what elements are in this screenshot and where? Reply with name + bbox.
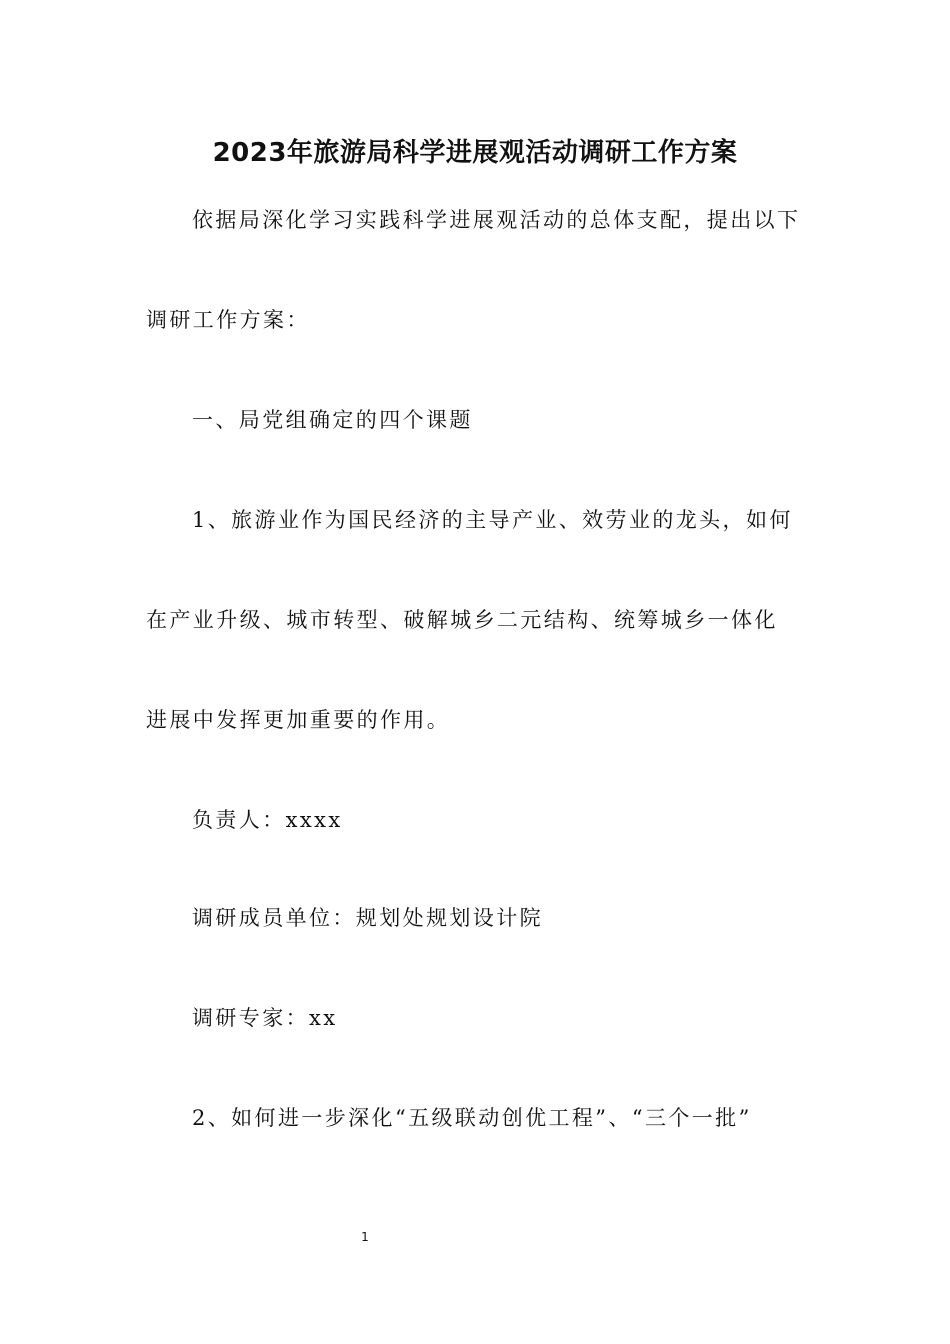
topic-1-experts: 调研专家：xx [192,1006,338,1030]
topic-1-line-2: 在产业升级、城市转型、破解城乡二元结构、统筹城乡一体化 [146,608,778,632]
topic-1-leader: 负责人：xxxx [192,808,343,832]
document-title: 2023年旅游局科学进展观活动调研工作方案 [212,138,738,168]
paragraph-intro-line-1: 依据局深化学习实践科学进展观活动的总体支配，提出以下 [192,208,801,232]
page-number: 1 [361,1230,369,1244]
topic-1-line-3: 进展中发挥更加重要的作用。 [146,708,451,732]
topic-1-member-units: 调研成员单位：规划处规划设计院 [192,906,543,930]
section-heading-topics: 一、局党组确定的四个课题 [192,408,473,432]
topic-2-line-1: 2、如何进一步深化“五级联动创优工程”、“三个一批” [192,1106,752,1130]
topic-1-line-1: 1、旅游业作为国民经济的主导产业、效劳业的龙头，如何 [192,508,793,532]
paragraph-intro-line-2: 调研工作方案： [146,308,310,332]
